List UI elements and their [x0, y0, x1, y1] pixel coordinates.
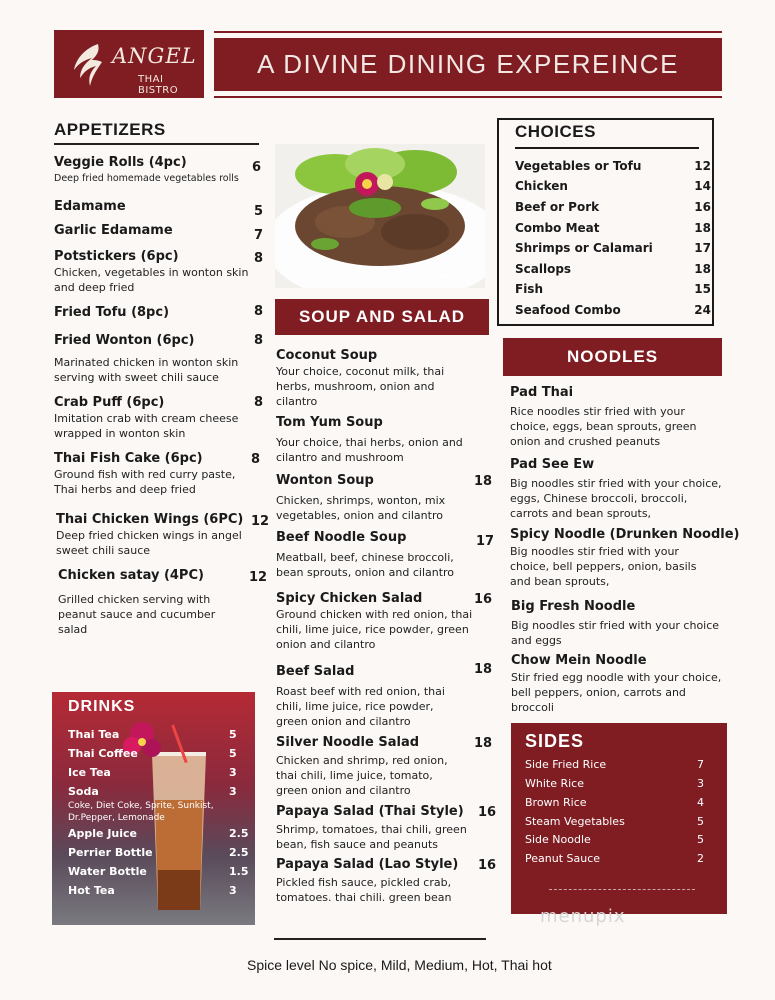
drink-row [68, 766, 248, 779]
menu-item [510, 527, 740, 589]
menu-item [54, 199, 126, 215]
side-price: 7 [697, 758, 704, 771]
drink-row [68, 884, 248, 897]
menu-item [510, 385, 720, 449]
item-price: 8 [251, 452, 261, 467]
item-desc: Meatball, beef, chinese broccoli, bean sprouts, onion and cilantro [276, 551, 455, 579]
choice-price: 15 [694, 282, 711, 296]
appetizers-title: APPETIZERS [54, 120, 166, 139]
item-desc: Your choice, coconut milk, thai herbs, mushroom, onion and cilantro [276, 365, 445, 408]
choice-name: Seafood Combo [515, 303, 621, 317]
drink-price: 5 [229, 747, 237, 760]
item-desc: Imitation crab with cream cheese wrapped in wonton skin [54, 412, 239, 440]
menu-item [56, 512, 252, 558]
side-price: 4 [697, 796, 704, 809]
item-desc: Ground chicken with red onion, thai chili, lime juice, rice powder, green onion and cilantro [276, 608, 473, 651]
item-price: 8 [254, 395, 264, 410]
item-price: 16 [478, 805, 497, 820]
menu-item [510, 457, 724, 521]
side-row [525, 777, 705, 790]
sides-panel [511, 723, 727, 914]
item-price: 7 [254, 228, 264, 243]
menu-item [511, 653, 725, 715]
drink-row [68, 865, 248, 878]
menu-item [276, 348, 472, 409]
item-price: 5 [254, 204, 264, 219]
choice-name: Combo Meat [515, 221, 600, 235]
watermark: menupix [540, 906, 626, 927]
menu-item [276, 735, 462, 798]
item-name: Papaya Salad (Lao Style) [276, 857, 459, 872]
drink-price: 2.5 [229, 827, 249, 840]
drink-row [68, 827, 248, 840]
item-desc: Roast beef with red onion, thai chili, lime juice, rice powder, green onion and cilantro [276, 685, 445, 728]
sides-divider [549, 889, 695, 890]
drink-price: 5 [229, 728, 237, 741]
drink-price: 3 [229, 766, 237, 779]
menu-item [276, 804, 486, 852]
item-desc: Grilled chicken serving with peanut sauce and cucumber salad [58, 593, 216, 636]
item-price: 18 [474, 736, 493, 751]
item-desc: Ground fish with red curry paste, Thai herbs and deep fried [54, 468, 236, 496]
item-name: Pad See Ew [510, 457, 595, 472]
choice-name: Chicken [515, 179, 568, 193]
menu-item [276, 591, 476, 652]
item-desc: Deep fried homemade vegetables rolls [54, 173, 239, 184]
drink-price: 3 [229, 785, 237, 798]
drink-price: 3 [229, 884, 237, 897]
menu-item [54, 333, 260, 385]
choices-title: CHOICES [515, 122, 596, 141]
item-name: Papaya Salad (Thai Style) [276, 804, 464, 819]
tagline-banner: A DIVINE DINING EXPEREINCE [214, 38, 722, 91]
drink-row [68, 785, 248, 798]
item-desc: Chicken, shrimps, wonton, mix vegetables, onion and cilantro [276, 494, 446, 522]
drink-row [68, 747, 248, 760]
item-desc: Chicken and shrimp, red onion, thai chili, lime juice, tomato, green onion and cilantro [276, 754, 448, 797]
item-price: 12 [249, 570, 268, 585]
side-name: Brown Rice [525, 796, 587, 809]
item-name: Chow Mein Noodle [511, 653, 647, 668]
item-price: 17 [476, 534, 495, 549]
drink-name: Hot Tea [68, 884, 115, 897]
side-row [525, 758, 705, 771]
item-desc: Big noodles stir fried with your choice, eggs, Chinese broccoli, broccoli, carrots and bean sprouts, [510, 477, 722, 520]
side-row [525, 852, 705, 865]
side-price: 2 [697, 852, 704, 865]
item-name: Beef Noodle Soup [276, 530, 407, 545]
item-name: Garlic Edamame [54, 223, 173, 238]
angel-wing-icon [68, 40, 104, 90]
item-desc: Rice noodles stir fried with your choice, eggs, bean sprouts, green onion and crushed peanuts [510, 405, 697, 448]
choice-row [515, 262, 711, 276]
item-name: Thai Chicken Wings (6PC) [56, 512, 244, 527]
choice-row [515, 221, 711, 235]
choice-price: 18 [694, 221, 711, 235]
item-name: Pad Thai [510, 385, 574, 400]
drink-price: 2.5 [229, 846, 249, 859]
choice-price: 12 [694, 159, 711, 173]
item-price: 16 [478, 858, 497, 873]
choice-row [515, 200, 711, 214]
noodles-banner: NOODLES [503, 338, 722, 376]
side-price: 5 [697, 833, 704, 846]
item-price: 8 [254, 251, 264, 266]
menu-item [54, 451, 254, 497]
menu-item [54, 249, 250, 295]
choice-price: 18 [694, 262, 711, 276]
drink-name: Water Bottle [68, 865, 147, 878]
item-desc: Deep fried chicken wings in angel sweet chili sauce [56, 529, 242, 557]
side-name: Side Fried Rice [525, 758, 607, 771]
menu-item [276, 857, 472, 905]
item-name: Tom Yum Soup [276, 415, 383, 430]
item-price: 16 [474, 592, 493, 607]
choice-row [515, 179, 711, 193]
item-price: 6 [252, 160, 262, 175]
item-name: Fried Wonton (6pc) [54, 333, 195, 348]
side-row [525, 815, 705, 828]
choice-row [515, 303, 711, 317]
choice-row [515, 159, 711, 173]
header-top-rule [214, 31, 722, 33]
header-bottom-rule [214, 96, 722, 98]
sides-title: SIDES [525, 731, 585, 751]
item-name: Thai Fish Cake (6pc) [54, 451, 203, 466]
menu-item [58, 568, 244, 637]
choice-name: Fish [515, 282, 543, 296]
drink-name: Perrier Bottle [68, 846, 153, 859]
dish-illustration [275, 144, 485, 288]
item-name: Edamame [54, 199, 126, 214]
appetizers-rule [54, 143, 259, 145]
item-desc: Big noodles stir fried with your choice and eggs [511, 619, 720, 647]
item-name: Fried Tofu (8pc) [54, 305, 170, 320]
item-name: Coconut Soup [276, 348, 378, 363]
menu-item [54, 395, 260, 441]
side-price: 3 [697, 777, 704, 790]
choice-price: 16 [694, 200, 711, 214]
drink-name: Ice Tea [68, 766, 111, 779]
item-desc: Stir fried egg noodle with your choice, bell peppers, onion, carrots and broccoli [511, 671, 722, 714]
item-desc: Big noodles stir fried with your choice, bell peppers, onion, basils and bean sprouts, [510, 545, 697, 588]
menu-item [276, 415, 466, 465]
item-desc: Marinated chicken in wonton skin serving with sweet chili sauce [54, 356, 239, 384]
menu-item [54, 305, 169, 321]
item-name: Beef Salad [276, 664, 355, 679]
drink-row [68, 728, 248, 741]
item-name: Silver Noodle Salad [276, 735, 420, 750]
side-name: White Rice [525, 777, 584, 790]
choice-price: 14 [694, 179, 711, 193]
side-name: Side Noodle [525, 833, 591, 846]
item-price: 18 [474, 662, 493, 677]
item-price: 8 [254, 304, 264, 319]
item-price: 18 [474, 474, 493, 489]
menu-item [511, 599, 737, 648]
drink-price: 1.5 [229, 865, 249, 878]
item-desc: Shrimp, tomatoes, thai chili, green bean, fish sauce and peanuts [276, 823, 467, 851]
choice-name: Scallops [515, 262, 572, 276]
item-desc: Pickled fish sauce, pickled crab, tomatoes. thai chili. green bean [276, 876, 452, 904]
side-row [525, 833, 705, 846]
item-name: Chicken satay (4PC) [58, 568, 204, 583]
choice-price: 24 [694, 303, 711, 317]
menu-item [54, 223, 173, 239]
choice-name: Vegetables or Tofu [515, 159, 642, 173]
drink-name: Thai Tea [68, 728, 120, 741]
spice-level: Spice level No spice, Mild, Medium, Hot, Thai hot [247, 957, 552, 973]
item-price: 12 [251, 514, 270, 529]
drink-name: Apple Juice [68, 827, 137, 840]
menu-item [54, 155, 264, 186]
choice-price: 17 [694, 241, 711, 255]
side-price: 5 [697, 815, 704, 828]
menu-item [276, 530, 476, 580]
item-name: Big Fresh Noodle [511, 599, 636, 614]
drink-row [68, 846, 248, 859]
item-name: Wonton Soup [276, 473, 374, 488]
choices-rule [515, 147, 699, 149]
soup-salad-banner: SOUP AND SALAD [275, 299, 489, 335]
footer-rule [274, 938, 486, 940]
item-price: 8 [254, 333, 264, 348]
drink-name: Thai Coffee [68, 747, 138, 760]
beef-salad-photo [275, 144, 485, 288]
restaurant-logo [54, 30, 204, 98]
drink-name: Soda [68, 785, 99, 798]
drinks-panel [52, 692, 255, 925]
item-name: Potstickers (6pc) [54, 249, 179, 264]
side-name: Steam Vegetables [525, 815, 625, 828]
item-name: Spicy Noodle (Drunken Noodle) [510, 527, 740, 542]
item-name: Crab Puff (6pc) [54, 395, 165, 410]
choice-row [515, 282, 711, 296]
menu-item [276, 664, 462, 729]
item-desc: Chicken, vegetables in wonton skin and deep fried [54, 266, 249, 294]
drinks-title: DRINKS [68, 698, 136, 715]
menu-item [276, 473, 468, 523]
item-desc: Your choice, thai herbs, onion and cilantro and mushroom [276, 436, 463, 464]
brand-subtitle: THAI BISTRO [138, 74, 179, 96]
photo-caption: Beef salad [435, 272, 472, 280]
item-name: Veggie Rolls (4pc) [54, 155, 187, 170]
side-row [525, 796, 705, 809]
soda-options: Coke, Diet Coke, Sprite, Sunkist, Dr.Pepper, Lemonade [68, 801, 214, 823]
side-name: Peanut Sauce [525, 852, 601, 865]
brand-name: ANGEL [112, 44, 197, 68]
choice-name: Beef or Pork [515, 200, 600, 214]
item-name: Spicy Chicken Salad [276, 591, 423, 606]
choice-name: Shrimps or Calamari [515, 241, 653, 255]
choice-row [515, 241, 711, 255]
choices-box [497, 118, 714, 326]
